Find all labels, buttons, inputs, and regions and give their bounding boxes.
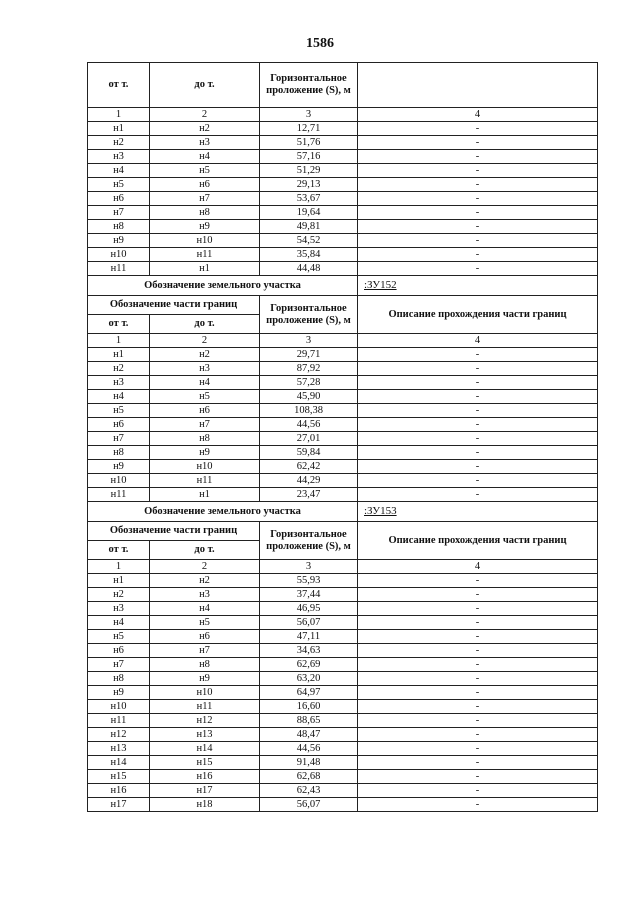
description-value: - [358, 136, 598, 150]
section2-header-row [88, 296, 598, 315]
description-value: - [358, 404, 598, 418]
table-row [88, 418, 598, 432]
description-value: - [358, 728, 598, 742]
from-point: н4 [88, 390, 150, 404]
to-point: н3 [150, 136, 260, 150]
description-value: - [358, 742, 598, 756]
header-from: от т. [88, 63, 150, 108]
description-value: - [358, 672, 598, 686]
table-row [88, 150, 598, 164]
table-row [88, 756, 598, 770]
description-value: - [358, 432, 598, 446]
table-row [88, 714, 598, 728]
distance-value: 56,07 [260, 798, 358, 812]
distance-value: 53,67 [260, 192, 358, 206]
to-point: н5 [150, 164, 260, 178]
table-row [88, 164, 598, 178]
parcel-id: :ЗУ152 [358, 276, 598, 296]
to-point: н8 [150, 206, 260, 220]
distance-value: 87,92 [260, 362, 358, 376]
header-distance: Горизонтальное проложение (S), м [260, 63, 358, 108]
description-value: - [358, 770, 598, 784]
from-point: н3 [88, 602, 150, 616]
distance-value: 88,65 [260, 714, 358, 728]
description-label: Описание прохождения части границ [358, 296, 598, 334]
table-row [88, 446, 598, 460]
to-point: н14 [150, 742, 260, 756]
distance-value: 44,29 [260, 474, 358, 488]
distance-value: 56,07 [260, 616, 358, 630]
table-row [88, 728, 598, 742]
to-point: н5 [150, 616, 260, 630]
from-point: н7 [88, 206, 150, 220]
table-row [88, 742, 598, 756]
distance-value: 37,44 [260, 588, 358, 602]
distance-value: 16,60 [260, 700, 358, 714]
distance-value: 62,69 [260, 658, 358, 672]
distance-value: 12,71 [260, 122, 358, 136]
page-number: 1586 [306, 36, 334, 51]
to-point: н8 [150, 658, 260, 672]
from-point: н9 [88, 686, 150, 700]
to-point: н6 [150, 404, 260, 418]
from-point: н5 [88, 178, 150, 192]
distance-value: 59,84 [260, 446, 358, 460]
table-row [88, 798, 598, 812]
from-point: н8 [88, 446, 150, 460]
distance-value: 46,95 [260, 602, 358, 616]
table-row [88, 658, 598, 672]
from-point: н12 [88, 728, 150, 742]
table-row [88, 460, 598, 474]
from-point: н8 [88, 672, 150, 686]
header-to: до т. [150, 63, 260, 108]
to-point: н15 [150, 756, 260, 770]
description-value: - [358, 206, 598, 220]
distance-value: 35,84 [260, 248, 358, 262]
from-point: н8 [88, 220, 150, 234]
from-point: н11 [88, 714, 150, 728]
distance-value: 108,38 [260, 404, 358, 418]
distance-value: 49,81 [260, 220, 358, 234]
to-point: н11 [150, 248, 260, 262]
table-row [88, 192, 598, 206]
distance-value: 62,68 [260, 770, 358, 784]
to-point: н17 [150, 784, 260, 798]
boundary-label: Обозначение части границ [88, 296, 260, 315]
distance-value: 45,90 [260, 390, 358, 404]
section3-colnum-row [88, 560, 598, 574]
distance-value: 54,52 [260, 234, 358, 248]
section3-header-row [88, 522, 598, 541]
boundary-table [87, 62, 598, 812]
from-point: н17 [88, 798, 150, 812]
table-row [88, 234, 598, 248]
from-point: н9 [88, 234, 150, 248]
from-point: н13 [88, 742, 150, 756]
description-value: - [358, 630, 598, 644]
description-value: - [358, 460, 598, 474]
description-value: - [358, 488, 598, 502]
description-label: Описание прохождения части границ [358, 522, 598, 560]
distance-value: 23,47 [260, 488, 358, 502]
colnum: 2 [150, 108, 260, 122]
distance-value: 19,64 [260, 206, 358, 220]
parcel-label: Обозначение земельного участка [88, 502, 358, 522]
table1-colnum-row [88, 108, 598, 122]
colnum: 4 [358, 108, 598, 122]
table-row [88, 404, 598, 418]
to-point: н3 [150, 362, 260, 376]
header-from: от т. [88, 315, 150, 334]
to-point: н1 [150, 488, 260, 502]
description-value: - [358, 756, 598, 770]
from-point: н10 [88, 474, 150, 488]
description-value: - [358, 616, 598, 630]
table-row [88, 672, 598, 686]
colnum: 4 [358, 560, 598, 574]
colnum: 3 [260, 334, 358, 348]
distance-value: 64,97 [260, 686, 358, 700]
distance-label: Горизонтальное проложение (S), м [260, 296, 358, 334]
section2-colnum-row [88, 334, 598, 348]
description-value: - [358, 164, 598, 178]
from-point: н3 [88, 376, 150, 390]
distance-label: Горизонтальное проложение (S), м [260, 522, 358, 560]
boundary-label: Обозначение части границ [88, 522, 260, 541]
to-point: н12 [150, 714, 260, 728]
table-row [88, 700, 598, 714]
description-value: - [358, 446, 598, 460]
from-point: н3 [88, 150, 150, 164]
colnum: 1 [88, 560, 150, 574]
distance-value: 55,93 [260, 574, 358, 588]
table-row [88, 348, 598, 362]
header-description-empty [358, 63, 598, 108]
from-point: н10 [88, 248, 150, 262]
description-value: - [358, 262, 598, 276]
from-point: н2 [88, 588, 150, 602]
to-point: н2 [150, 348, 260, 362]
description-value: - [358, 348, 598, 362]
to-point: н7 [150, 644, 260, 658]
to-point: н16 [150, 770, 260, 784]
distance-value: 29,13 [260, 178, 358, 192]
to-point: н2 [150, 574, 260, 588]
table-row [88, 686, 598, 700]
description-value: - [358, 686, 598, 700]
description-value: - [358, 418, 598, 432]
to-point: н9 [150, 220, 260, 234]
to-point: н11 [150, 700, 260, 714]
description-value: - [358, 784, 598, 798]
table-row [88, 630, 598, 644]
table-row [88, 770, 598, 784]
description-value: - [358, 220, 598, 234]
to-point: н5 [150, 390, 260, 404]
table-row [88, 588, 598, 602]
distance-value: 57,28 [260, 376, 358, 390]
table-row [88, 220, 598, 234]
to-point: н3 [150, 588, 260, 602]
table-row [88, 784, 598, 798]
to-point: н8 [150, 432, 260, 446]
distance-value: 63,20 [260, 672, 358, 686]
to-point: н2 [150, 122, 260, 136]
description-value: - [358, 588, 598, 602]
table-row [88, 248, 598, 262]
header-from: от т. [88, 541, 150, 560]
to-point: н10 [150, 234, 260, 248]
header-to: до т. [150, 315, 260, 334]
description-value: - [358, 602, 598, 616]
to-point: н4 [150, 602, 260, 616]
to-point: н9 [150, 672, 260, 686]
distance-value: 44,56 [260, 742, 358, 756]
from-point: н14 [88, 756, 150, 770]
header-to: до т. [150, 541, 260, 560]
from-point: н11 [88, 488, 150, 502]
from-point: н1 [88, 574, 150, 588]
table-row [88, 616, 598, 630]
from-point: н6 [88, 192, 150, 206]
to-point: н9 [150, 446, 260, 460]
colnum: 1 [88, 334, 150, 348]
table-row [88, 376, 598, 390]
distance-value: 51,29 [260, 164, 358, 178]
description-value: - [358, 362, 598, 376]
from-point: н7 [88, 658, 150, 672]
to-point: н10 [150, 460, 260, 474]
table-row [88, 390, 598, 404]
to-point: н11 [150, 474, 260, 488]
description-value: - [358, 700, 598, 714]
table-row [88, 122, 598, 136]
from-point: н4 [88, 164, 150, 178]
section3-parcel-row [88, 502, 598, 522]
distance-value: 91,48 [260, 756, 358, 770]
table-row [88, 474, 598, 488]
table-row [88, 432, 598, 446]
to-point: н18 [150, 798, 260, 812]
description-value: - [358, 178, 598, 192]
colnum: 2 [150, 560, 260, 574]
parcel-label: Обозначение земельного участка [88, 276, 358, 296]
description-value: - [358, 798, 598, 812]
from-point: н7 [88, 432, 150, 446]
from-point: н2 [88, 362, 150, 376]
to-point: н4 [150, 150, 260, 164]
to-point: н4 [150, 376, 260, 390]
description-value: - [358, 474, 598, 488]
description-value: - [358, 390, 598, 404]
distance-value: 44,56 [260, 418, 358, 432]
distance-value: 47,11 [260, 630, 358, 644]
from-point: н2 [88, 136, 150, 150]
description-value: - [358, 192, 598, 206]
distance-value: 51,76 [260, 136, 358, 150]
to-point: н1 [150, 262, 260, 276]
to-point: н13 [150, 728, 260, 742]
colnum: 3 [260, 560, 358, 574]
to-point: н6 [150, 630, 260, 644]
from-point: н6 [88, 644, 150, 658]
distance-value: 62,42 [260, 460, 358, 474]
from-point: н15 [88, 770, 150, 784]
from-point: н5 [88, 404, 150, 418]
description-value: - [358, 376, 598, 390]
from-point: н1 [88, 122, 150, 136]
table-row [88, 602, 598, 616]
distance-value: 62,43 [260, 784, 358, 798]
description-value: - [358, 574, 598, 588]
description-value: - [358, 234, 598, 248]
from-point: н10 [88, 700, 150, 714]
description-value: - [358, 248, 598, 262]
distance-value: 29,71 [260, 348, 358, 362]
colnum: 4 [358, 334, 598, 348]
to-point: н10 [150, 686, 260, 700]
table-row [88, 574, 598, 588]
description-value: - [358, 644, 598, 658]
to-point: н7 [150, 418, 260, 432]
description-value: - [358, 122, 598, 136]
colnum: 3 [260, 108, 358, 122]
table1-header-row [88, 63, 598, 108]
from-point: н4 [88, 616, 150, 630]
parcel-id: :ЗУ153 [358, 502, 598, 522]
to-point: н7 [150, 192, 260, 206]
distance-value: 34,63 [260, 644, 358, 658]
table-row [88, 488, 598, 502]
from-point: н1 [88, 348, 150, 362]
from-point: н5 [88, 630, 150, 644]
distance-value: 27,01 [260, 432, 358, 446]
distance-value: 57,16 [260, 150, 358, 164]
from-point: н16 [88, 784, 150, 798]
distance-value: 44,48 [260, 262, 358, 276]
table-row [88, 644, 598, 658]
from-point: н6 [88, 418, 150, 432]
from-point: н11 [88, 262, 150, 276]
table-row [88, 178, 598, 192]
description-value: - [358, 658, 598, 672]
description-value: - [358, 150, 598, 164]
from-point: н9 [88, 460, 150, 474]
table-row [88, 362, 598, 376]
table-row [88, 136, 598, 150]
distance-value: 48,47 [260, 728, 358, 742]
table-row [88, 262, 598, 276]
colnum: 2 [150, 334, 260, 348]
to-point: н6 [150, 178, 260, 192]
colnum: 1 [88, 108, 150, 122]
section2-parcel-row [88, 276, 598, 296]
description-value: - [358, 714, 598, 728]
table-row [88, 206, 598, 220]
